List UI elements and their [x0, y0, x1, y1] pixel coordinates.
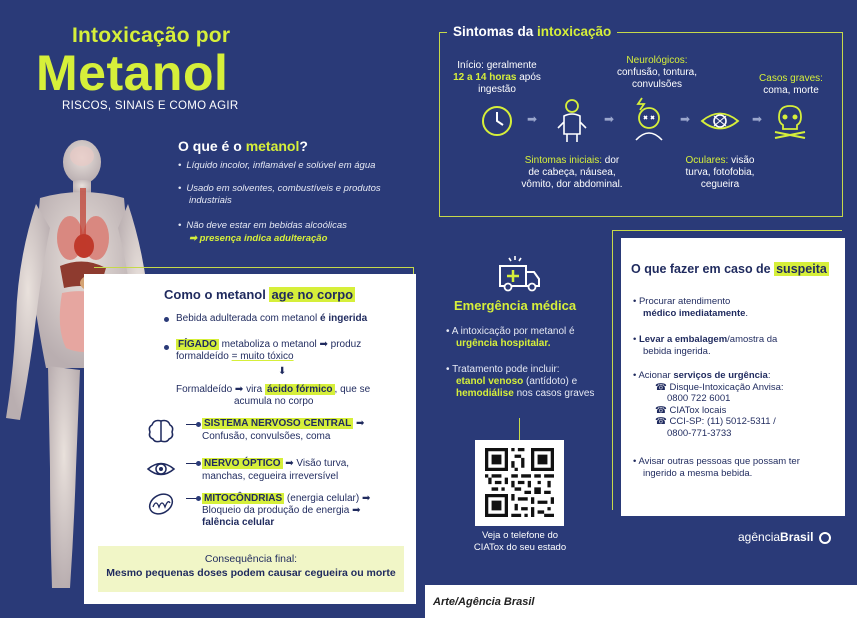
organ-optic-effects: manchas, cegueira irreversível [202, 471, 339, 482]
todo-item-seek-care: • Procurar atendimento médico imediatamente. [633, 296, 749, 319]
what-to-do-card [621, 238, 845, 516]
organ-mitochondria: MITOCÔNDRIAS (energia celular) ➡ [204, 493, 371, 504]
bullet-dot [196, 422, 201, 427]
symptom-onset: Início: geralmente 12 a 14 horas após ingestão [453, 60, 541, 95]
page-title: Metanol [36, 45, 229, 101]
arrow-right-icon: ➡ [680, 112, 691, 126]
brand-logo: agênciaBrasil [738, 530, 831, 544]
organ-mitochondria-effects: Bloqueio da produção de energia ➡ [202, 505, 361, 516]
title-small: Intoxicação por [72, 24, 231, 47]
arrow-right-icon: ➡ [527, 112, 538, 126]
qr-code-icon[interactable] [485, 448, 554, 517]
step-liver-line2: formaldeído = muito tóxico [176, 351, 294, 362]
step-formic-acid-line2: acumula no corpo [234, 396, 314, 407]
eye-icon [700, 106, 740, 136]
what-is-item: • Líquido incolor, inflamável e solúvel em água [178, 160, 376, 171]
symptoms-title: Sintomas da intoxicação [447, 24, 617, 39]
arrow-right-icon: ➡ [604, 112, 615, 126]
dizzy-head-icon [630, 96, 668, 142]
qr-caption: Veja o telefone do CIATox do seu estado [473, 530, 567, 553]
bullet-dot [196, 496, 201, 501]
bullet-dot [164, 345, 169, 350]
brain-icon [146, 416, 176, 446]
organ-mitochondria-effects-2: falência celular [202, 517, 275, 528]
skull-crossbones-icon [772, 102, 808, 140]
abdominal-pain-icon [554, 98, 590, 144]
clock-icon [480, 104, 514, 138]
card-title: Como o metanol age no corpo [164, 287, 354, 302]
mitochondria-icon [146, 489, 176, 519]
how-methanol-acts-card [84, 274, 416, 604]
adulteration-note: ➡ presença indica adulteração [189, 233, 328, 244]
symptom-ocular: Oculares: visão turva, fotofobia, cegueira [685, 155, 755, 190]
emergency-item: • A intoxicação por metanol é urgência hospitalar. [446, 326, 575, 349]
todo-item-packaging: • Levar a embalagem/amostra da bebida ingerida. [633, 334, 778, 357]
bullet-dot [196, 461, 201, 466]
phone-cci-sp[interactable]: ☎ CCI-SP: (11) 5012-5311 / 0800-771-3733 [655, 416, 776, 439]
card-border-line [94, 267, 414, 274]
todo-item-urgency: • Acionar serviços de urgência: ☎ Disque-Intoxicação Anvisa: 0800 722 6001 ☎ CIATox locais ☎ CCI-SP: (11) 5012-5311 / 0800-771-3733 [633, 370, 833, 439]
image-credit: Arte/Agência Brasil [433, 596, 535, 608]
organ-cns-effects: Confusão, convulsões, coma [202, 431, 331, 442]
symptom-severe: Casos graves: coma, morte [759, 73, 823, 96]
symptom-initial: Sintomas iniciais: dor de cabeça, náusea, vômito, dor abdominal. [521, 155, 623, 190]
phone-ciatox[interactable]: ☎ CIATox locais [655, 404, 727, 416]
what-is-item: • Não deve estar em bebidas alcoólicas [178, 220, 347, 231]
subtitle: RISCOS, SINAIS E COMO AGIR [62, 100, 239, 112]
todo-title: O que fazer em caso de suspeita [631, 262, 827, 276]
todo-item-warn-others: • Avisar outras pessoas que possam ter ingerido a mesma bebida. [633, 456, 800, 479]
step-formic-acid: Formaldeído ➡ vira ácido fórmico , que se [176, 384, 371, 395]
bullet-dot [164, 317, 169, 322]
organ-cns: SISTEMA NERVOSO CENTRAL ➡ [204, 418, 365, 429]
final-consequence-label: Consequência final: [204, 553, 298, 565]
emergency-item: • Tratamento pode incluir: etanol venoso (antídoto) e hemodiálise nos casos graves [446, 364, 595, 399]
down-arrow-icon: ⬇ [278, 366, 287, 377]
ambulance-icon [496, 254, 542, 294]
what-is-item: • Usado em solventes, combustíveis e produtos industriais [178, 183, 381, 206]
emergency-title: Emergência médica [454, 298, 577, 313]
qr-code-card[interactable] [475, 440, 564, 526]
arrow-right-icon: ➡ [752, 112, 763, 126]
step-liver: FÍGADO metaboliza o metanol ➡ produz [178, 339, 362, 350]
final-consequence-text: Mesmo pequenas doses podem causar cegueira ou morte [106, 567, 396, 579]
qr-connector-line [519, 418, 520, 440]
step-ingestion: Bebida adulterada com metanol é ingerida [176, 313, 368, 324]
organ-optic-nerve: NERVO ÓPTICO ➡ Visão turva, [204, 458, 350, 469]
phone-anvisa[interactable]: ☎ Disque-Intoxicação Anvisa: 0800 722 6001 [655, 381, 784, 404]
final-consequence-box [98, 546, 404, 592]
eye-icon [146, 454, 176, 484]
symptom-neurological: Neurológicos: confusão, tontura, convulsões [616, 55, 698, 90]
what-is-heading: O que é o metanol? [178, 138, 308, 154]
brand-circle-icon [819, 532, 831, 544]
